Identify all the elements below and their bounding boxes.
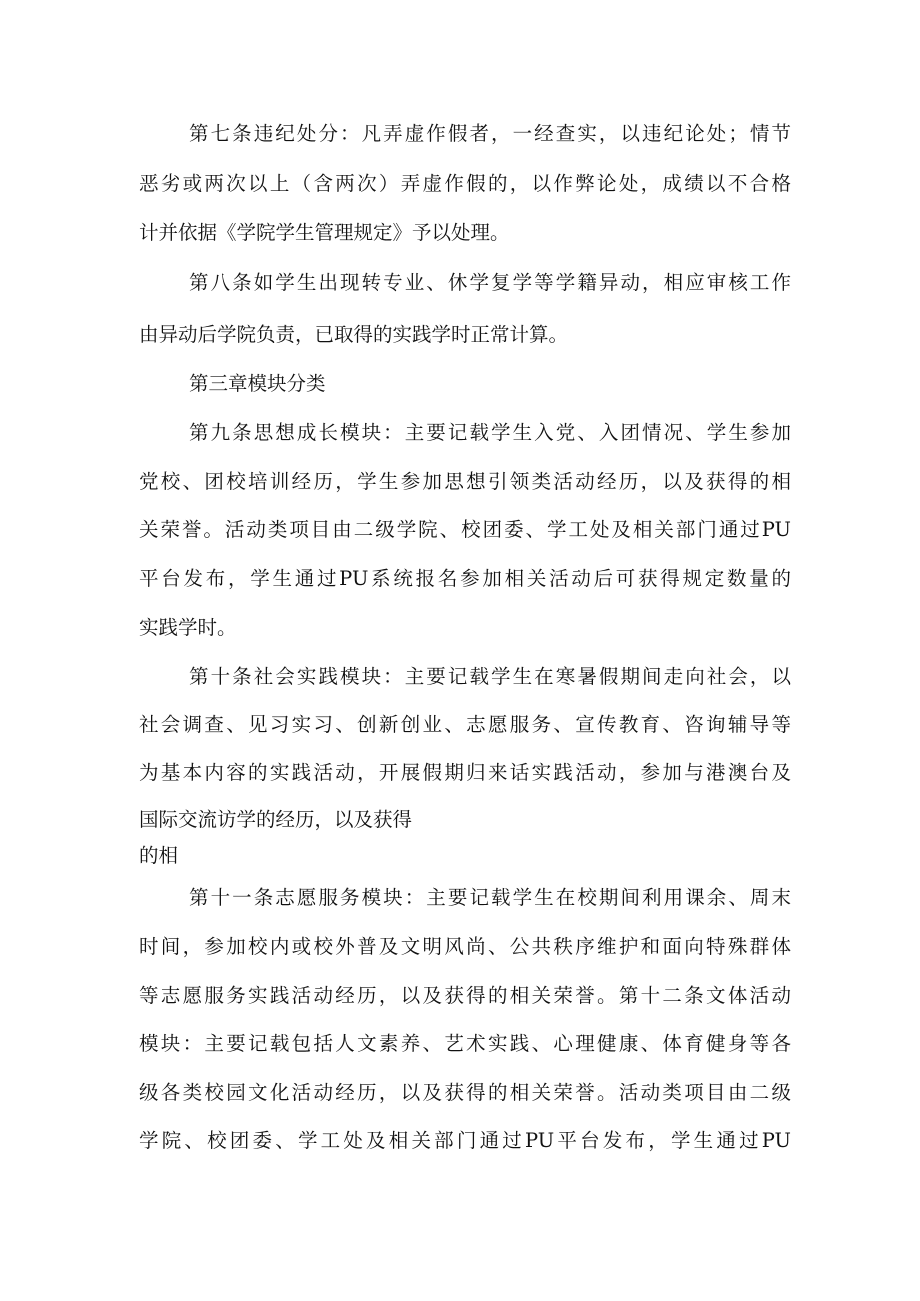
text-line: 恶劣或两次以上（含两次）弄虚作假的，以作弊论处，成绩以不合格 (139, 172, 791, 195)
text-line: 模块：主要记载包括人文素养、艺术实践、心理健康、体育健身等各 (139, 1032, 791, 1055)
text-line: 社会调查、见习实习、创新创业、志愿服务、宣传教育、咨询辅导等 (139, 713, 791, 736)
text-line: 实践学时。 (139, 616, 237, 639)
text-line: 为基本内容的实践活动，开展假期归来话实践活动，参加与港澳台及 (139, 761, 791, 784)
text-line: 由异动后学院负责，已取得的实践学时正常计算。 (139, 323, 569, 346)
text-line: 党校、团校培训经历，学生参加思想引领类活动经历，以及获得的相 (139, 470, 791, 493)
text-line: 第九条思想成长模块：主要记载学生入党、入团情况、学生参加 (189, 421, 791, 444)
text-line: 关荣誉。活动类项目由二级学院、校团委、学工处及相关部门通过PU (139, 518, 791, 541)
text-line: 第十一条志愿服务模块：主要记载学生在校期间利用课余、周末 (189, 886, 791, 909)
text-line: 学院、校团委、学工处及相关部门通过PU平台发布，学生通过PU (139, 1129, 791, 1152)
text-line: 等志愿服务实践活动经历，以及获得的相关荣誉。第十二条文体活动 (139, 984, 791, 1007)
text-line: 的相 (139, 844, 179, 867)
text-line: 国际交流访学的经历，以及获得 (139, 808, 413, 831)
text-line: 时间，参加校内或校外普及文明风尚、公共秩序维护和面向特殊群体 (139, 935, 791, 958)
chapter-heading: 第三章模块分类 (189, 372, 326, 395)
text-line: 第八条如学生出现转专业、休学复学等学籍异动，相应审核工作 (189, 271, 791, 294)
text-line: 第七条违纪处分：凡弄虚作假者，一经查实，以违纪论处；情节 (189, 122, 791, 145)
text-line: 计并依据《学院学生管理规定》予以处理。 (139, 221, 510, 244)
text-line: 级各类校园文化活动经历，以及获得的相关荣誉。活动类项目由二级 (139, 1081, 791, 1104)
text-line: 平台发布，学生通过PU系统报名参加相关活动后可获得规定数量的 (139, 567, 791, 590)
text-line: 第十条社会实践模块：主要记载学生在寒暑假期间走向社会，以 (189, 665, 791, 688)
